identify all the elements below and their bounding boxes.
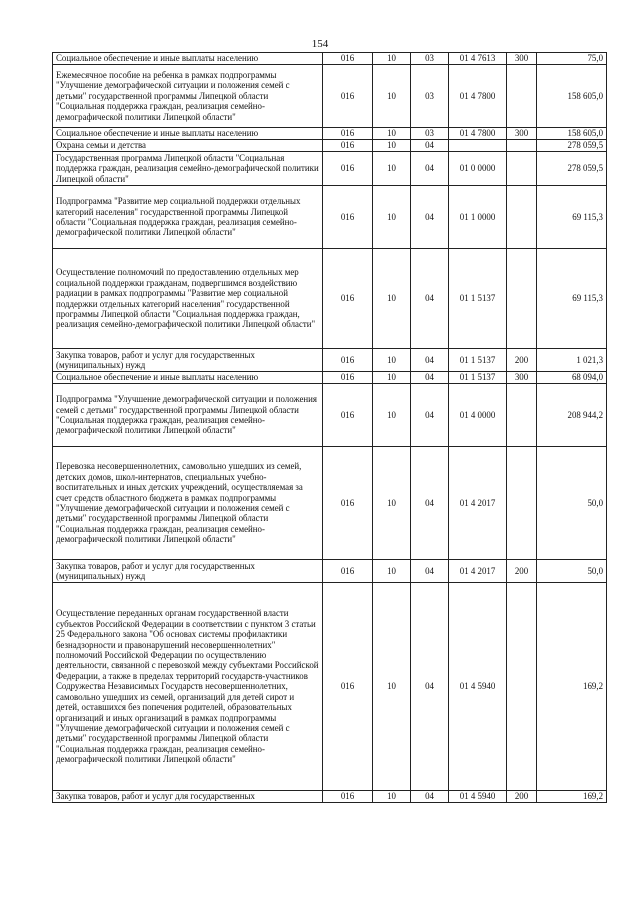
- row-ved: 016: [323, 384, 373, 447]
- table-row: [53, 249, 607, 349]
- row-ved: 016: [323, 447, 373, 560]
- row-ved: 016: [323, 791, 373, 803]
- row-pr: 04: [411, 560, 449, 583]
- row-ved: 016: [323, 249, 373, 349]
- row-vr: [507, 249, 537, 349]
- table-row: [53, 128, 607, 140]
- row-sum: 69 115,3: [537, 186, 607, 249]
- row-sum: 68 094,0: [537, 372, 607, 384]
- row-ved: 016: [323, 186, 373, 249]
- row-rz: 10: [373, 384, 411, 447]
- row-sum: 75,0: [537, 53, 607, 65]
- row-pr: 04: [411, 186, 449, 249]
- table-row: [53, 583, 607, 791]
- row-name: Осуществление полномочий по предоставлению отдельных мер социальной поддержки гражданам, подвергшимся воздействию радиации в рамках подпрограммы "Развитие мер социальной поддержки отдельных категорий населения" государственной программы Липецкой области "Социальная поддержка граждан, реализация семейно-демографической политики Липецкой области": [53, 249, 323, 349]
- row-csr: 01 4 0000: [449, 384, 507, 447]
- row-rz: 10: [373, 349, 411, 372]
- row-name: Подпрограмма "Развитие мер социальной поддержки отдельных категорий населения" государственной программы Липецкой области "Социальная поддержка граждан, реализация семейно-демографической политики Липецкой области": [53, 186, 323, 249]
- row-vr: 200: [507, 560, 537, 583]
- row-pr: 03: [411, 65, 449, 128]
- table-row: [53, 140, 607, 152]
- row-sum: 1 021,3: [537, 349, 607, 372]
- row-name: Закупка товаров, работ и услуг для государственных (муниципальных) нужд: [53, 560, 323, 583]
- row-pr: 03: [411, 128, 449, 140]
- row-ved: 016: [323, 152, 373, 186]
- row-vr: [507, 447, 537, 560]
- table-row: [53, 53, 607, 65]
- row-csr: 01 1 5137: [449, 372, 507, 384]
- row-name: Социальное обеспечение и иные выплаты населению: [53, 372, 323, 384]
- row-rz: 10: [373, 140, 411, 152]
- row-csr: 01 4 2017: [449, 560, 507, 583]
- row-name: Охрана семьи и детства: [53, 140, 323, 152]
- table-row: [53, 447, 607, 560]
- row-csr: 01 4 5940: [449, 583, 507, 791]
- row-sum: 278 059,5: [537, 152, 607, 186]
- table-row: [53, 65, 607, 128]
- row-sum: 50,0: [537, 560, 607, 583]
- row-rz: 10: [373, 791, 411, 803]
- row-name: Социальное обеспечение и иные выплаты населению: [53, 53, 323, 65]
- row-rz: 10: [373, 53, 411, 65]
- row-sum: 50,0: [537, 447, 607, 560]
- row-rz: 10: [373, 186, 411, 249]
- row-vr: 300: [507, 372, 537, 384]
- row-name: Подпрограмма "Улучшение демографической ситуации и положения семей с детьми" государственной программы Липецкой области "Социальная поддержка граждан, реализация семейно-демографической политики Липецкой области": [53, 384, 323, 447]
- row-vr: [507, 65, 537, 128]
- row-csr: 01 4 7800: [449, 65, 507, 128]
- row-pr: 04: [411, 372, 449, 384]
- row-name: Ежемесячное пособие на ребенка в рамках подпрограммы "Улучшение демографической ситуации и положения семей с детьми" государственной программы Липецкой области "Социальная поддержка граждан, реализация семейно-демографической политики Липецкой области": [53, 65, 323, 128]
- row-name: Закупка товаров, работ и услуг для государственных (муниципальных) нужд: [53, 349, 323, 372]
- row-csr: 01 1 5137: [449, 349, 507, 372]
- row-vr: 200: [507, 349, 537, 372]
- row-sum: 169,2: [537, 791, 607, 803]
- row-csr: 01 4 7800: [449, 128, 507, 140]
- row-name: Осуществление переданных органам государственной власти субъектов Российской Федерации в соответствии с пунктом 3 статьи 25 Федерального закона "Об основах системы профилактики безнадзорности и правонарушений несовершеннолетних" полномочий Российской Федерации по осуществлению деятельности, связанной с перевозкой между субъектами Российской Федерации, а также в пределах территорий государств-участников Содружества Независимых Государств несовершеннолетних, самовольно ушедших из семей, организаций для детей сирот и детей, оставшихся без попечения родителей, образовательных организаций и иных организаций в рамках подпрограммы "Улучшение демографической ситуации и положения семей с детьми" государственной программы Липецкой области "Социальная поддержка граждан, реализация семейно-демографической политики Липецкой области": [53, 583, 323, 791]
- row-pr: 04: [411, 583, 449, 791]
- row-rz: 10: [373, 583, 411, 791]
- row-vr: 300: [507, 128, 537, 140]
- table-row: [53, 349, 607, 372]
- row-sum: 69 115,3: [537, 249, 607, 349]
- row-vr: [507, 186, 537, 249]
- row-ved: 016: [323, 372, 373, 384]
- table-row: [53, 791, 607, 803]
- row-ved: 016: [323, 583, 373, 791]
- row-vr: 300: [507, 53, 537, 65]
- row-vr: [507, 152, 537, 186]
- budget-table: [52, 52, 607, 803]
- row-pr: 04: [411, 349, 449, 372]
- row-csr: 01 0 0000: [449, 152, 507, 186]
- row-rz: 10: [373, 65, 411, 128]
- row-pr: 04: [411, 152, 449, 186]
- row-csr: [449, 140, 507, 152]
- row-csr: 01 1 5137: [449, 249, 507, 349]
- table-row: [53, 372, 607, 384]
- row-rz: 10: [373, 447, 411, 560]
- row-name: Закупка товаров, работ и услуг для государственных: [53, 791, 323, 803]
- table-row: [53, 560, 607, 583]
- row-sum: 158 605,0: [537, 65, 607, 128]
- table-row: [53, 186, 607, 249]
- row-rz: 10: [373, 372, 411, 384]
- row-csr: 01 4 7613: [449, 53, 507, 65]
- row-ved: 016: [323, 128, 373, 140]
- row-vr: [507, 140, 537, 152]
- row-csr: 01 1 0000: [449, 186, 507, 249]
- row-vr: [507, 583, 537, 791]
- row-sum: 169,2: [537, 583, 607, 791]
- row-pr: 04: [411, 140, 449, 152]
- row-rz: 10: [373, 249, 411, 349]
- row-vr: [507, 384, 537, 447]
- row-name: Государственная программа Липецкой области "Социальная поддержка граждан, реализация семейно-демографической политики Липецкой области": [53, 152, 323, 186]
- row-ved: 016: [323, 65, 373, 128]
- row-ved: 016: [323, 140, 373, 152]
- row-sum: 208 944,2: [537, 384, 607, 447]
- page-number: 154: [311, 38, 329, 50]
- row-pr: 04: [411, 791, 449, 803]
- row-pr: 04: [411, 447, 449, 560]
- row-ved: 016: [323, 349, 373, 372]
- row-csr: 01 4 2017: [449, 447, 507, 560]
- row-sum: 158 605,0: [537, 128, 607, 140]
- table-row: [53, 152, 607, 186]
- row-rz: 10: [373, 152, 411, 186]
- row-rz: 10: [373, 560, 411, 583]
- row-csr: 01 4 5940: [449, 791, 507, 803]
- table-row: [53, 384, 607, 447]
- row-vr: 200: [507, 791, 537, 803]
- row-pr: 04: [411, 384, 449, 447]
- row-pr: 03: [411, 53, 449, 65]
- row-name: Перевозка несовершеннолетних, самовольно ушедших из семей, детских домов, школ-интернатов, специальных учебно-воспитательных и иных детских учреждений, осуществляемая за счет средств областного бюджета в рамках подпрограммы "Улучшение демографической ситуации и положения семей с детьми" государственной программы Липецкой области "Социальная поддержка граждан, реализация семейно-демографической политики Липецкой области": [53, 447, 323, 560]
- row-ved: 016: [323, 560, 373, 583]
- row-ved: 016: [323, 53, 373, 65]
- row-pr: 04: [411, 249, 449, 349]
- row-sum: 278 059,5: [537, 140, 607, 152]
- row-name: Социальное обеспечение и иные выплаты населению: [53, 128, 323, 140]
- row-rz: 10: [373, 128, 411, 140]
